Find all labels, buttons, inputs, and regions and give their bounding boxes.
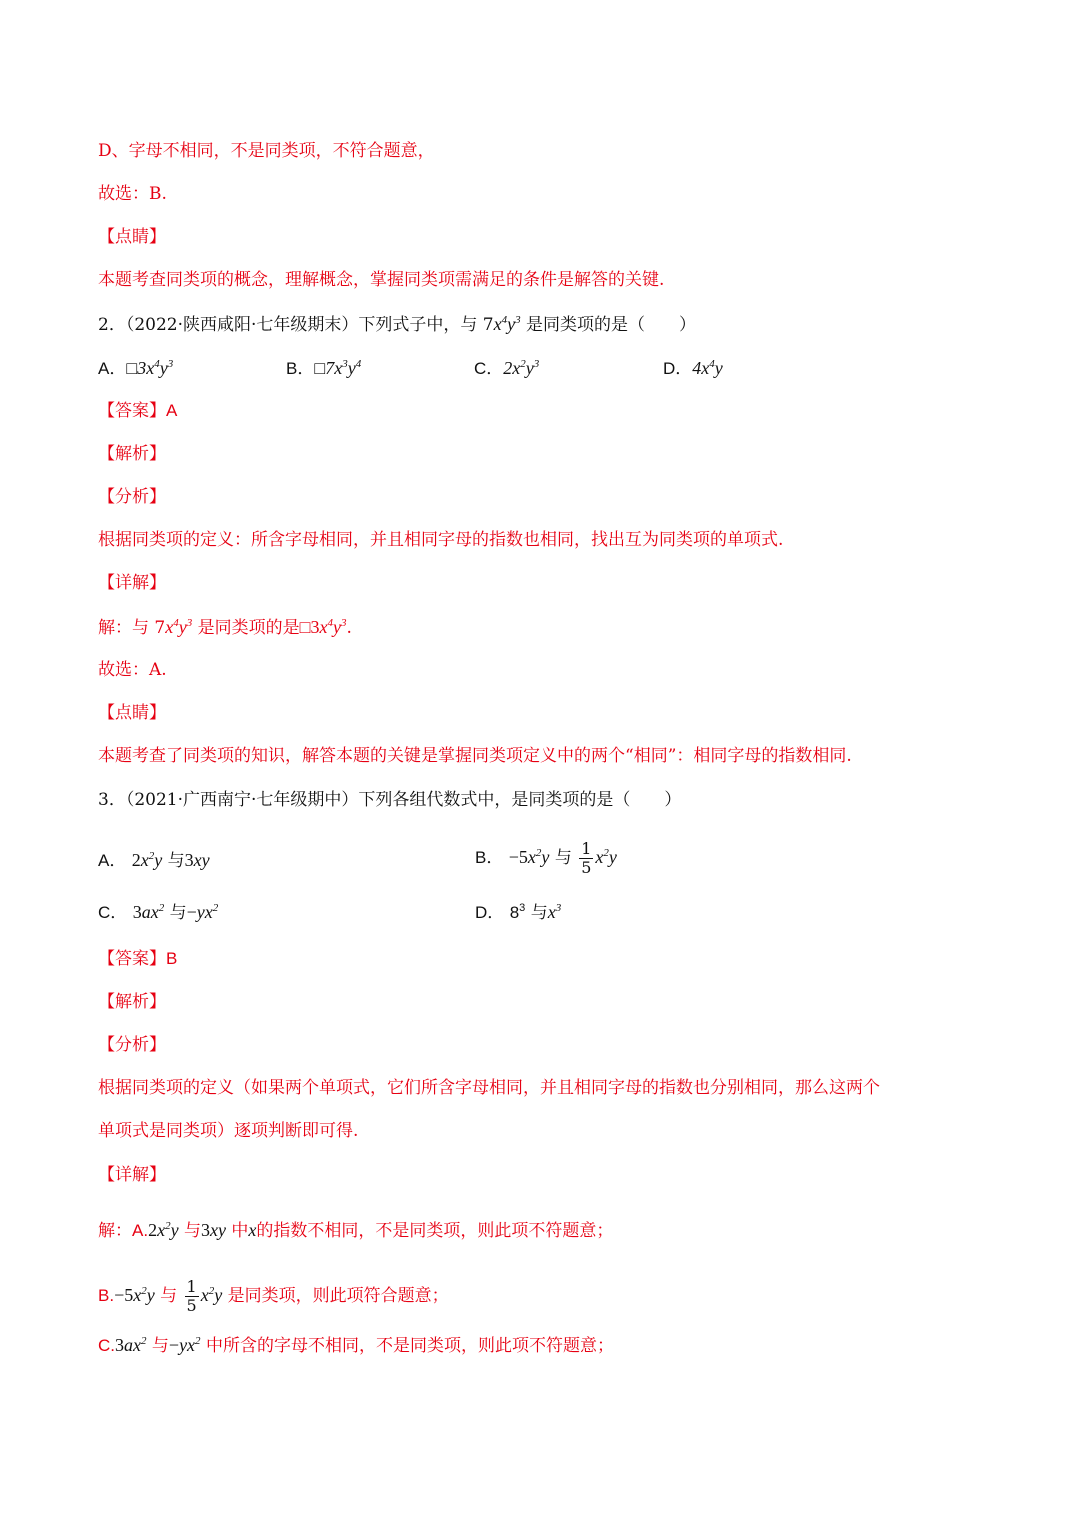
q2-option-b: B．$□7x^3y^4$ bbox=[286, 358, 362, 378]
q2-option-a: A．$□3x^4y^3$ bbox=[98, 358, 174, 378]
q3-jiexi-heading: 【解析】 bbox=[98, 992, 166, 1012]
answer-choice-q1: 故选：B. bbox=[98, 184, 167, 204]
q3-option-a: A． $2x^2y$ 与3xy bbox=[98, 850, 210, 871]
q2-fenxi-text: 根据同类项的定义：所含字母相同，并且相同字母的指数也相同，找出互为同类项的单项式. bbox=[98, 530, 784, 550]
section-heading-dianjing: 【点睛】 bbox=[98, 227, 166, 247]
q3-detail-a: 解：$A.2x^2y$ 与3xy 中x的指数不相同，不是同类项，则此项不符题意； bbox=[98, 1220, 614, 1241]
q2-detail: 解：与 $7x^4y^3$ 是同类项的是$□3x^4y^3$. bbox=[98, 617, 352, 638]
q3-answer: 【答案】B bbox=[98, 949, 178, 969]
q2-option-d: D．$4x^4y$ bbox=[663, 358, 723, 378]
q3-option-c: C． $3ax^2$ 与$-yx^2$ bbox=[98, 902, 219, 923]
question-2 bbox=[98, 310, 696, 339]
q3-detail-b: $B.-5x^2y$ 与 $\frac{1}{5}$ $x^2y$ 是同类项，则此项符合题意； bbox=[98, 1277, 449, 1315]
q2-option-c: C．$2x^2y^3$ bbox=[474, 358, 540, 378]
question-2-term: $x^4y^3$ bbox=[493, 314, 521, 334]
q3-option-b: B． $-5x^2y$ 与 $\frac{1}{5}$ $x^2y$ bbox=[475, 839, 617, 877]
fraction-one-fifth-detail: $\frac{1}{5}$ bbox=[186, 1277, 197, 1315]
q3-fenxi-heading: 【分析】 bbox=[98, 1035, 166, 1055]
q2-dianjing-text: 本题考查了同类项的知识，解答本题的关键是掌握同类项定义中的两个“相同”：相同字母的指数相同. bbox=[98, 746, 852, 766]
option-d-explanation: D、字母不相同，不是同类项，不符合题意， bbox=[98, 141, 435, 161]
q2-answer: 【答案】A bbox=[98, 401, 178, 421]
question-2-suffix: 是同类项的是（ ） bbox=[526, 315, 697, 335]
q2-xiangjie-heading: 【详解】 bbox=[98, 573, 166, 593]
question-3: 3．（2021·广西南宁·七年级期中）下列各组代数式中，是同类项的是（ ） bbox=[98, 790, 682, 810]
dianjing-text-q1: 本题考查同类项的概念，理解概念，掌握同类项需满足的条件是解答的关键. bbox=[98, 270, 665, 290]
fraction-one-fifth: $\frac{1}{5}$ bbox=[581, 839, 592, 877]
q3-option-d: D． $8^3$ 与$x^3$ bbox=[475, 902, 562, 923]
q2-jiexi-heading: 【解析】 bbox=[98, 444, 166, 464]
q3-fenxi-text-1: 根据同类项的定义（如果两个单项式，它们所含字母相同，并且相同字母的指数也分别相同，那么这两个 bbox=[98, 1078, 880, 1098]
q3-xiangjie-heading: 【详解】 bbox=[98, 1165, 166, 1185]
question-2-prefix: 2．（2022·陕西咸阳·七年级期末）下列式子中，与 7 bbox=[98, 315, 494, 335]
q2-fenxi-heading: 【分析】 bbox=[98, 487, 166, 507]
q2-guxuan: 故选：A. bbox=[98, 660, 167, 680]
q2-dianjing-heading: 【点睛】 bbox=[98, 703, 166, 723]
q3-fenxi-text-2: 单项式是同类项）逐项判断即可得. bbox=[98, 1121, 359, 1141]
q3-detail-c: $C.3ax^2$ 与$-yx^2$ 中所含的字母不相同，不是同类项，则此项不符题意； bbox=[98, 1335, 614, 1356]
